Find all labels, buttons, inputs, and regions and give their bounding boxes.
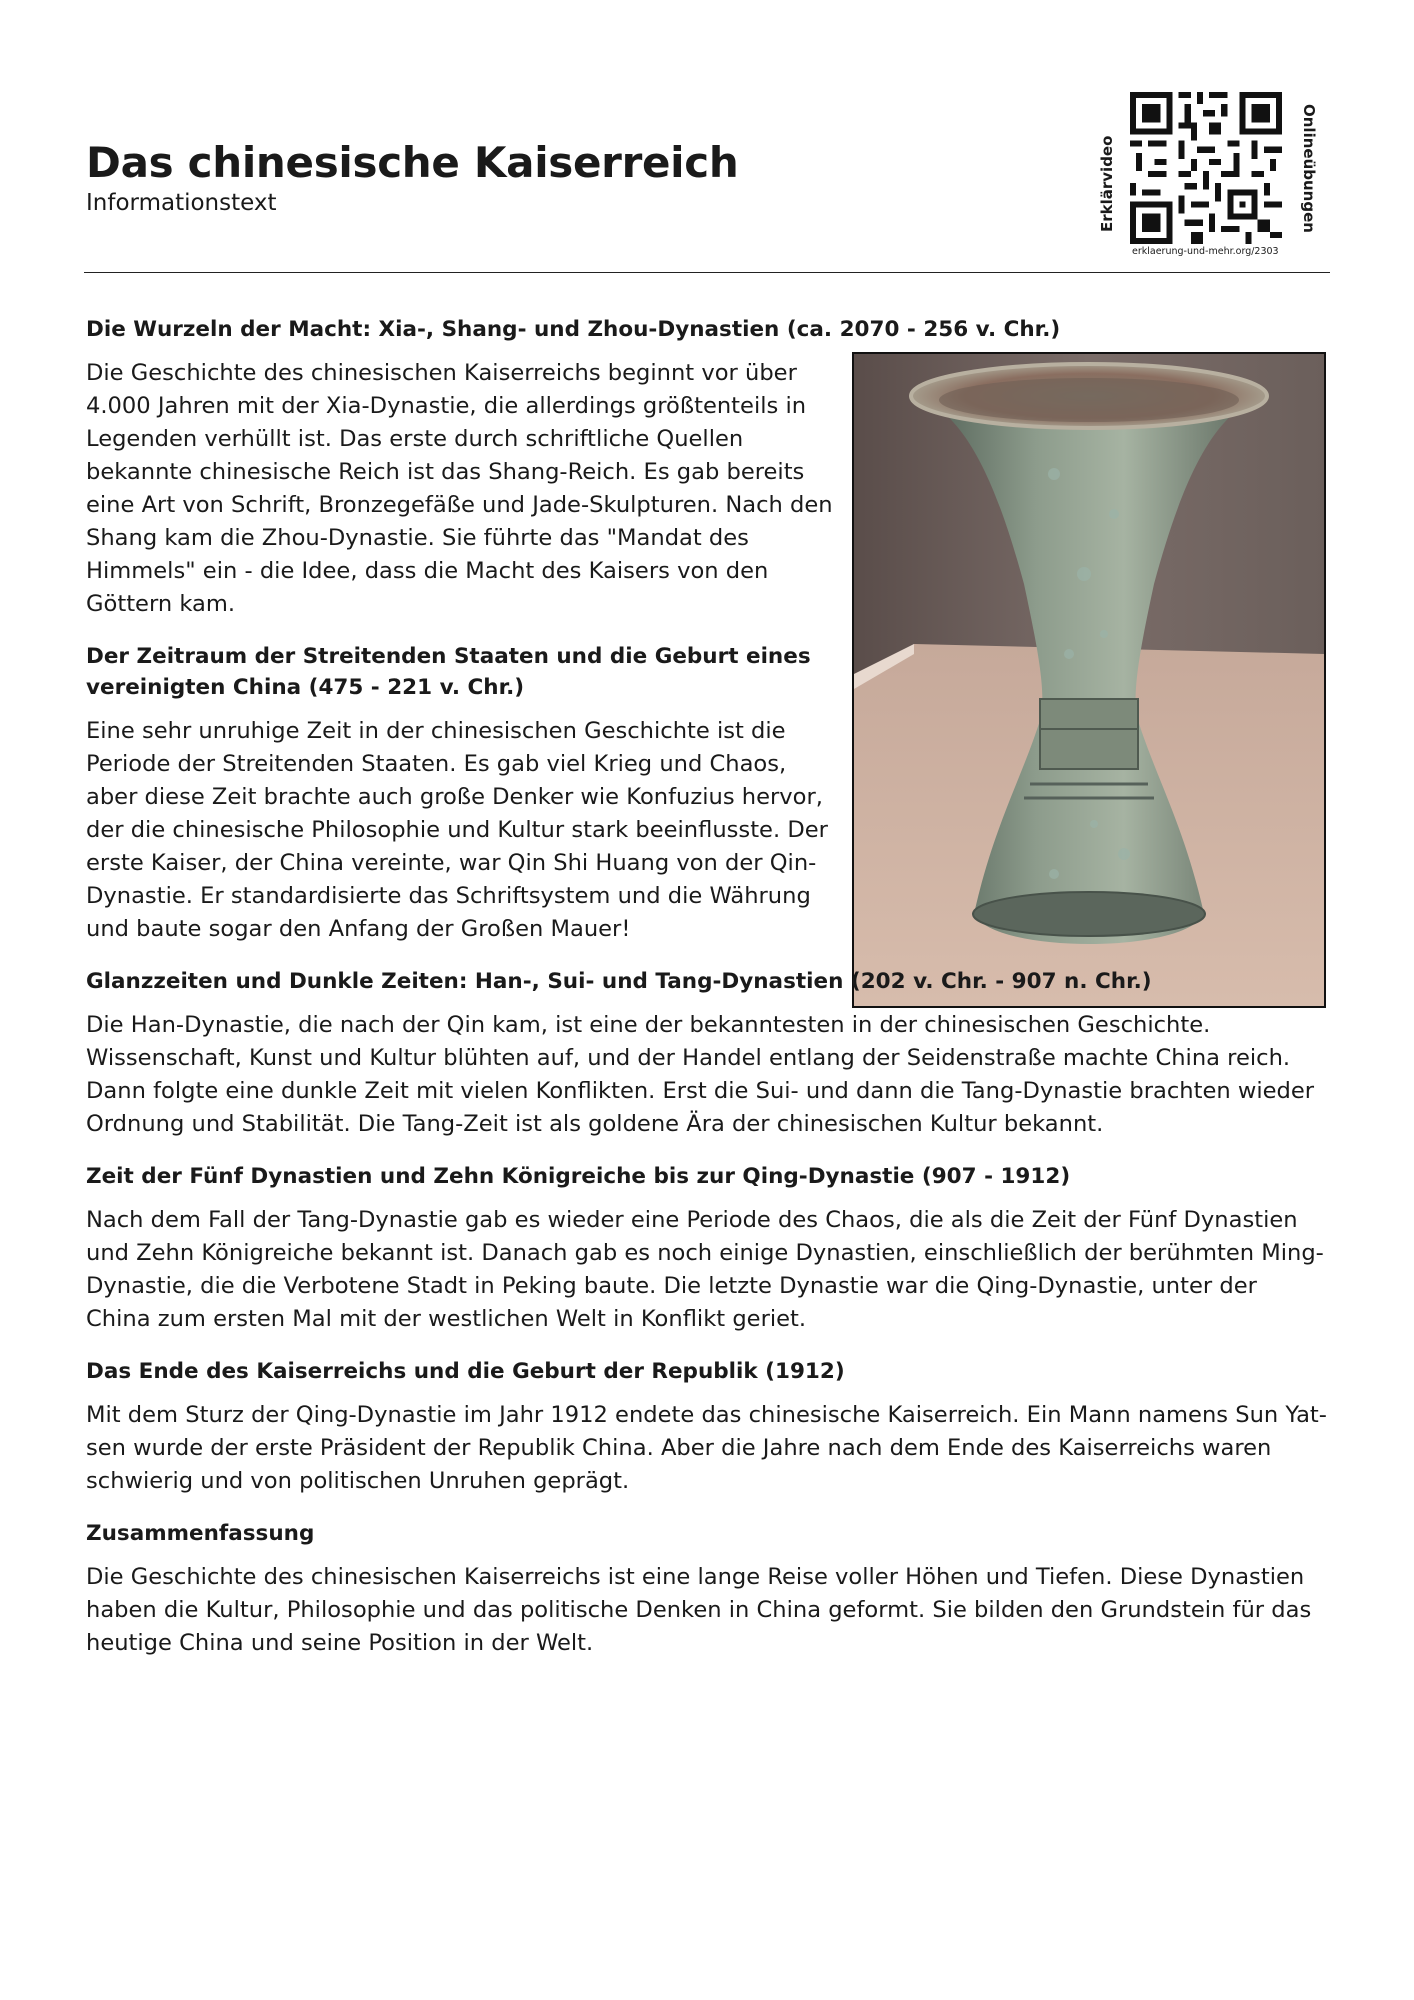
qr-code-icon[interactable] [1130, 92, 1282, 244]
page-subtitle: Informationstext [86, 190, 277, 216]
section-heading: Das Ende des Kaiserreichs und die Geburt der Republik (1912) [86, 1359, 845, 1384]
qr-label-video: Erklärvideo [1098, 135, 1116, 232]
section-text: Eine sehr unruhige Zeit in der chinesischen Geschichte ist die Periode der Streitenden Staaten. Es gab viel Krieg und Chaos, aber diese Zeit brachte auch große Denker wie Konfuzius hervor, der die chinesische Philosophie und Kultur stark beeinflusste. Der erste Kaiser, der China vereinte, war Qin Shi Huang von der Qin-Dynastie. Er standardisierte das Schriftsystem und die Währung und baute sogar den Anfang der Großen Mauer! [86, 718, 828, 942]
section-heading: Der Zeitraum der Streitenden Staaten und die Geburt eines vereinigten China (475 - 221 v. Chr.) [86, 644, 811, 700]
section-text: Die Geschichte des chinesischen Kaiserreichs ist eine lange Reise voller Höhen und Tiefen. Diese Dynastien haben die Kultur, Philosophie und das politische Denken in China geformt. Sie bilden den Grundstein für das heutige China und seine Position in der Welt. [86, 1564, 1312, 1656]
section-heading: Die Wurzeln der Macht: Xia-, Shang- und Zhou-Dynastien (ca. 2070 - 256 v. Chr.) [86, 317, 1061, 342]
qr-label-exercises: Onlineübungen [1300, 104, 1318, 233]
qr-url: erklaerung-und-mehr.org/2303 [1132, 246, 1279, 257]
section-heading: Zusammenfassung [86, 1521, 315, 1546]
page-title: Das chinesische Kaiserreich [86, 138, 739, 187]
section-text: Mit dem Sturz der Qing-Dynastie im Jahr 1912 endete das chinesische Kaiserreich. Ein Mann namens Sun Yat-sen wurde der erste Präsident der Republik China. Aber die Jahre nach dem Ende des Kaiserreichs waren schwierig und von politischen Unruhen geprägt. [86, 1402, 1327, 1494]
section-text: Nach dem Fall der Tang-Dynastie gab es wieder eine Periode des Chaos, die als die Zeit der Fünf Dynastien und Zehn Königreiche bekannt ist. Danach gab es noch einige Dynastien, einschließlich der berühmten Ming-Dynastie, die die Verbotene Stadt in Peking baute. Die letzte Dynastie war die Qing-Dynastie, unter der China zum ersten Mal mit der westlichen Welt in Konflikt geriet. [86, 1207, 1324, 1332]
header-divider [84, 272, 1330, 273]
document-body [86, 314, 1328, 1680]
section-heading: Glanzzeiten und Dunkle Zeiten: Han-, Sui- und Tang-Dynastien (202 v. Chr. - 907 n. Chr.) [86, 969, 1152, 994]
section-text: Die Geschichte des chinesischen Kaiserreichs beginnt vor über 4.000 Jahren mit der Xia-Dynastie, die allerdings größtenteils in Legenden verhüllt ist. Das erste durch schriftliche Quellen bekannte chinesische Reich ist das Shang-Reich. Es gab bereits eine Art von Schrift, Bronzegefäße und Jade-Skulpturen. Nach den Shang kam die Zhou-Dynastie. Sie führte das "Mandat des Himmels" ein - die Idee, dass die Macht des Kaisers von den Göttern kam. [86, 360, 833, 617]
section-heading: Zeit der Fünf Dynastien und Zehn Königreiche bis zur Qing-Dynastie (907 - 1912) [86, 1164, 1071, 1189]
section-text: Die Han-Dynastie, die nach der Qin kam, ist eine der bekanntesten in der chinesischen Geschichte. Wissenschaft, Kunst und Kultur blühten auf, und der Handel entlang der Seidenstraße machte China reich. Dann folgte eine dunkle Zeit mit vielen Konflikten. Erst die Sui- und dann die Tang-Dynastie brachten wieder Ordnung und Stabilität. Die Tang-Zeit ist als goldene Ära der chinesischen Kultur bekannt. [86, 1012, 1315, 1137]
